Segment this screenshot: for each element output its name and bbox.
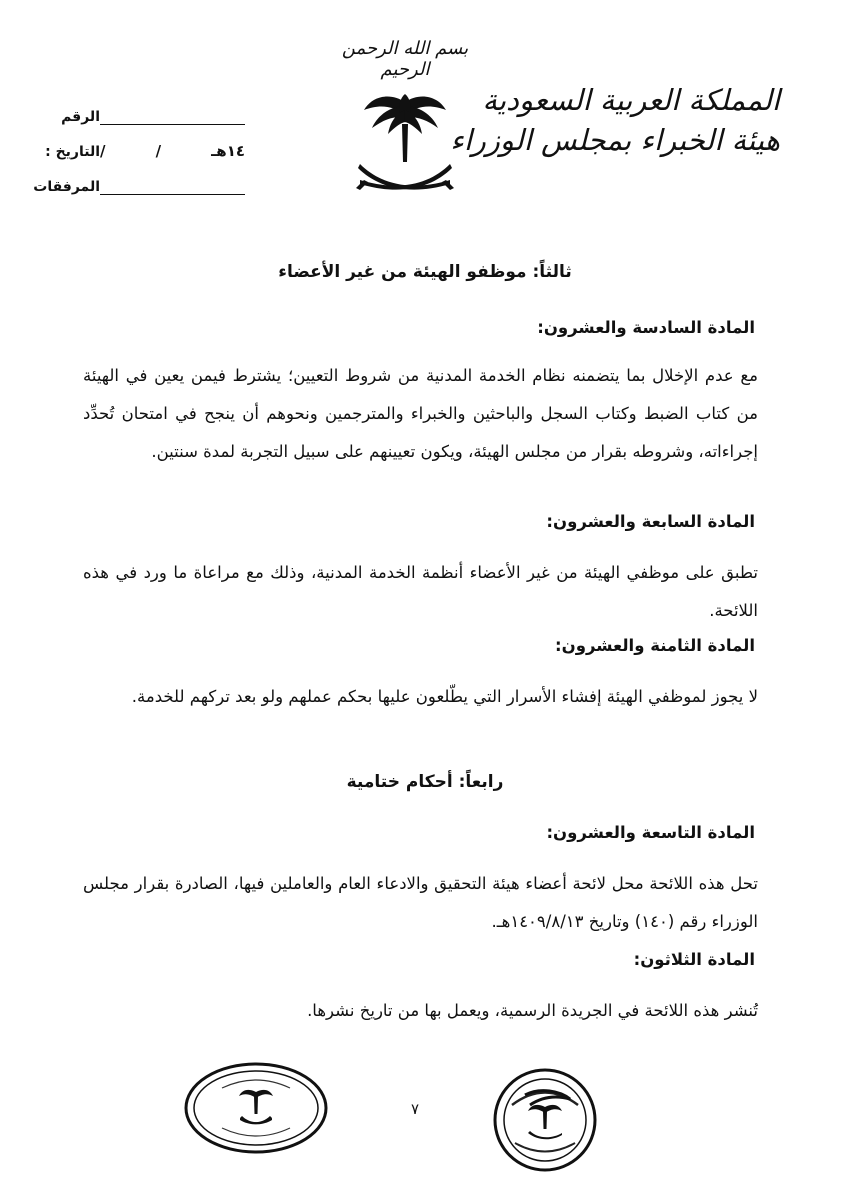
article-28-body: لا يجوز لموظفي الهيئة إفشاء الأسرار التي يطّلعون عليها بحكم عملهم ولو بعد تركهم للخدمة. (131, 687, 758, 706)
number-field (40, 90, 280, 125)
article-30-body: تُنشر هذه اللائحة في الجريدة الرسمية، ويعمل بها من تاريخ نشرها. (307, 1001, 758, 1020)
attachments-label: المرفقات (33, 179, 100, 195)
authority-name: هيئة الخبراء بمجلس الوزراء (450, 123, 780, 157)
article-30-title: المادة الثلاثون: (633, 950, 755, 969)
reference-fields (33, 90, 280, 195)
number-label: الرقم (61, 109, 100, 125)
attachments-field (33, 160, 280, 195)
official-seal-left-icon (182, 1058, 330, 1158)
article-30-text (83, 992, 758, 1030)
article-29-body: تحل هذه اللائحة محل لائحة أعضاء هيئة التحقيق والادعاء العام والعاملين فيها، الصادرة بقرار مجلس الوزراء رقم (١٤٠) وتاريخ ١٤٠٩/٨/١٣هـ. (83, 874, 758, 931)
date-slash-1: / (100, 142, 106, 160)
article-28-text (83, 678, 758, 716)
article-26-title: المادة السادسة والعشرون: (537, 318, 755, 337)
article-28-title: المادة الثامنة والعشرون: (555, 636, 755, 655)
organization-name (440, 80, 780, 160)
date-field (40, 125, 280, 160)
page-number: ٧ (411, 1100, 420, 1118)
basmala: بسم الله الرحمن الرحيم (341, 38, 469, 80)
attachments-line (100, 180, 245, 195)
official-seal-right-icon (490, 1065, 600, 1175)
number-line (100, 110, 245, 125)
article-29-text (83, 865, 758, 941)
date-suffix: ١٤هـ (211, 142, 245, 160)
date-slots (100, 142, 245, 160)
section-3-heading: ثالثاً: موظفو الهيئة من غير الأعضاء (278, 262, 572, 282)
date-slash-2: / (155, 142, 162, 160)
article-27-text (83, 554, 758, 630)
country-name: المملكة العربية السعودية (482, 83, 780, 117)
section-4-heading: رابعاً: أحكام ختامية (346, 772, 504, 792)
article-29-title: المادة التاسعة والعشرون: (546, 823, 755, 842)
article-27-body: تطبق على موظفي الهيئة من غير الأعضاء أنظمة الخدمة المدنية، وذلك مع مراعاة ما ورد في هذه اللائحة. (83, 563, 758, 620)
date-label: التاريخ : (45, 144, 100, 160)
article-27-title: المادة السابعة والعشرون: (546, 512, 755, 531)
article-26-body: مع عدم الإخلال بما يتضمنه نظام الخدمة المدنية من شروط التعيين؛ يشترط فيمن يعين في الهيئة من كتاب الضبط وكتاب السجل والباحثين والخبراء والمترجمين ونحوهم أن ينجح في امتحان تُحدِّد إجراءاته، وشروطه بقرار من مجلس الهيئة، ويكون تعيينهم على سبيل التجربة لمدة سنتين. (83, 366, 758, 461)
article-26-text (83, 357, 758, 471)
